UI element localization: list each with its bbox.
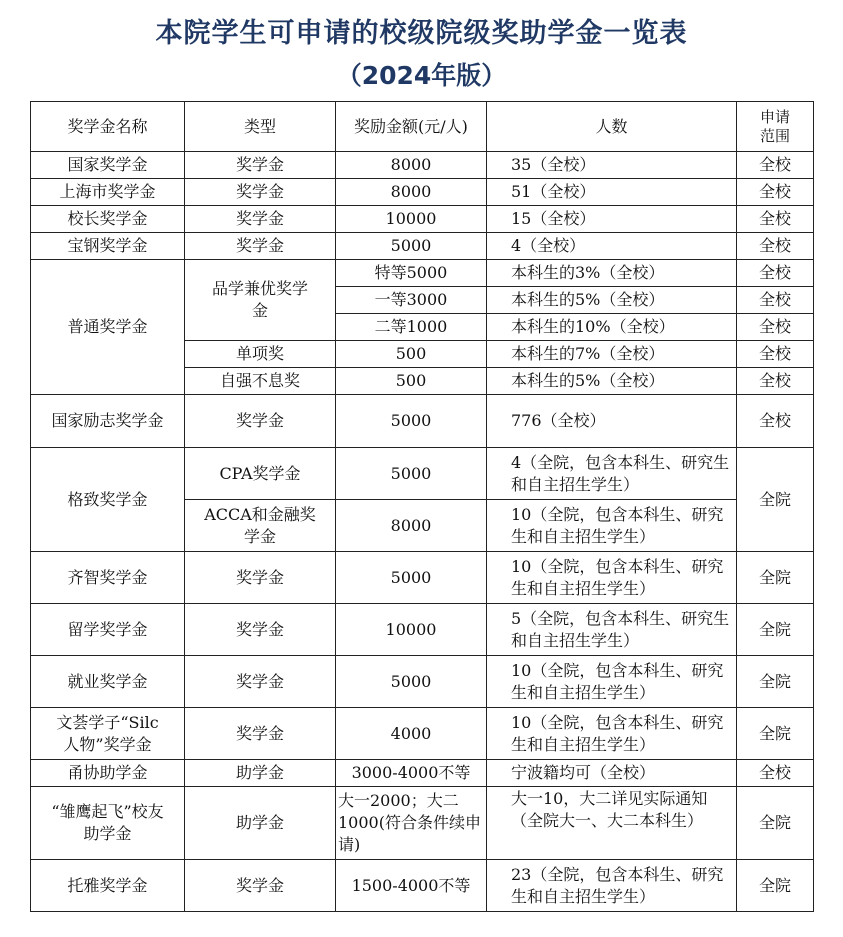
cell-amount: 1500-4000不等 xyxy=(336,860,487,912)
table-row xyxy=(31,708,814,760)
table-row xyxy=(31,787,814,860)
cell-scope: 全校 xyxy=(737,287,814,314)
table-row xyxy=(31,760,814,787)
cell-count: 本科生的5%（全校） xyxy=(487,287,737,314)
cell-type: 助学金 xyxy=(185,787,336,860)
cell-scope: 全校 xyxy=(737,760,814,787)
cell-type: ACCA和金融奖学金 xyxy=(185,500,336,552)
cell-type: 奖学金 xyxy=(185,860,336,912)
cell-name-gezhi: 格致奖学金 xyxy=(31,448,185,552)
cell-scope: 全院 xyxy=(737,787,814,860)
cell-type: 奖学金 xyxy=(185,152,336,179)
cell-scope: 全院 xyxy=(737,708,814,760)
cell-amount: 8000 xyxy=(336,152,487,179)
cell-name: 国家奖学金 xyxy=(31,152,185,179)
page-title: 本院学生可申请的校级院级奖助学金一览表 xyxy=(155,18,688,49)
cell-scope: 全校 xyxy=(737,368,814,395)
cell-amount: 3000-4000不等 xyxy=(336,760,487,787)
cell-amount: 10000 xyxy=(336,206,487,233)
cell-scope: 全校 xyxy=(737,206,814,233)
cell-amount: 10000 xyxy=(336,604,487,656)
cell-type: 自强不息奖 xyxy=(185,368,336,395)
cell-type: 奖学金 xyxy=(185,233,336,260)
cell-count: 本科生的5%（全校） xyxy=(487,368,737,395)
cell-count: 大一10，大二详见实际通知（全院大一、大二本科生） xyxy=(487,787,737,860)
cell-scope: 全院 xyxy=(737,552,814,604)
header-scope-line2: 范围 xyxy=(759,126,790,145)
cell-amount: 5000 xyxy=(336,656,487,708)
cell-scope: 全校 xyxy=(737,395,814,448)
cell-count: 35（全校） xyxy=(487,152,737,179)
table-row xyxy=(31,552,814,604)
cell-amount: 5000 xyxy=(336,448,487,500)
header-amount: 奖励金额(元/人) xyxy=(336,102,487,152)
cell-amount: 8000 xyxy=(336,500,487,552)
cell-count: 10（全院，包含本科生、研究生和自主招生学生） xyxy=(487,552,737,604)
cell-name: “雏鹰起飞”校友助学金 xyxy=(31,787,185,860)
cell-name: 齐智奖学金 xyxy=(31,552,185,604)
cell-scope: 全校 xyxy=(737,152,814,179)
cell-scope: 全院 xyxy=(737,604,814,656)
cell-name: 校长奖学金 xyxy=(31,206,185,233)
cell-type: 奖学金 xyxy=(185,656,336,708)
scholarship-table xyxy=(30,101,814,912)
header-scope xyxy=(737,102,814,152)
header-name: 奖学金名称 xyxy=(31,102,185,152)
table-row xyxy=(31,604,814,656)
cell-count: 10（全院，包含本科生、研究生和自主招生学生） xyxy=(487,656,737,708)
cell-amount: 5000 xyxy=(336,552,487,604)
table-row xyxy=(31,860,814,912)
cell-name: 留学奖学金 xyxy=(31,604,185,656)
cell-amount: 特等5000 xyxy=(336,260,487,287)
cell-name: 甬协助学金 xyxy=(31,760,185,787)
cell-name: 国家励志奖学金 xyxy=(31,395,185,448)
cell-amount: 4000 xyxy=(336,708,487,760)
table-row xyxy=(31,179,814,206)
table-row xyxy=(31,656,814,708)
header-type: 类型 xyxy=(185,102,336,152)
cell-amount: 5000 xyxy=(336,395,487,448)
cell-count: 10（全院，包含本科生、研究生和自主招生学生） xyxy=(487,708,737,760)
cell-count: 本科生的3%（全校） xyxy=(487,260,737,287)
cell-scope: 全院 xyxy=(737,656,814,708)
cell-type: 奖学金 xyxy=(185,708,336,760)
cell-type: 单项奖 xyxy=(185,341,336,368)
cell-count: 23（全院，包含本科生、研究生和自主招生学生） xyxy=(487,860,737,912)
cell-name: 文荟学子“Silc人物”奖学金 xyxy=(31,708,185,760)
cell-scope: 全院 xyxy=(737,860,814,912)
cell-count: 本科生的7%（全校） xyxy=(487,341,737,368)
cell-scope: 全校 xyxy=(737,233,814,260)
cell-type: 奖学金 xyxy=(185,552,336,604)
cell-type: 奖学金 xyxy=(185,604,336,656)
cell-count: 本科生的10%（全校） xyxy=(487,314,737,341)
cell-type: CPA奖学金 xyxy=(185,448,336,500)
cell-type: 奖学金 xyxy=(185,395,336,448)
cell-amount: 5000 xyxy=(336,233,487,260)
cell-scope: 全校 xyxy=(737,341,814,368)
cell-name: 托雅奖学金 xyxy=(31,860,185,912)
page-subtitle: （2024年版） xyxy=(336,61,507,90)
cell-count: 776（全校） xyxy=(487,395,737,448)
table-row xyxy=(31,395,814,448)
cell-name: 上海市奖学金 xyxy=(31,179,185,206)
cell-amount: 大一2000；大二1000(符合条件续申请) xyxy=(336,787,487,860)
table-row xyxy=(31,233,814,260)
cell-type-excellence: 品学兼优奖学金 xyxy=(185,260,336,341)
cell-scope: 全校 xyxy=(737,260,814,287)
cell-amount: 8000 xyxy=(336,179,487,206)
cell-scope-gezhi: 全院 xyxy=(737,448,814,552)
header-count: 人数 xyxy=(487,102,737,152)
header-scope-line1: 申请 xyxy=(759,107,790,126)
title-block xyxy=(0,14,843,96)
cell-name: 就业奖学金 xyxy=(31,656,185,708)
cell-scope: 全校 xyxy=(737,314,814,341)
cell-amount: 二等1000 xyxy=(336,314,487,341)
cell-type: 奖学金 xyxy=(185,179,336,206)
table-row xyxy=(31,152,814,179)
table-row xyxy=(31,448,814,500)
cell-count: 4（全校） xyxy=(487,233,737,260)
cell-type: 奖学金 xyxy=(185,206,336,233)
cell-scope: 全校 xyxy=(737,179,814,206)
table-row xyxy=(31,206,814,233)
cell-amount: 500 xyxy=(336,341,487,368)
cell-name: 宝钢奖学金 xyxy=(31,233,185,260)
cell-count: 15（全校） xyxy=(487,206,737,233)
cell-name-general: 普通奖学金 xyxy=(31,260,185,395)
cell-type: 助学金 xyxy=(185,760,336,787)
table-row xyxy=(31,260,814,287)
cell-count: 4（全院，包含本科生、研究生和自主招生学生） xyxy=(487,448,737,500)
table-header-row xyxy=(31,102,814,152)
cell-count: 10（全院，包含本科生、研究生和自主招生学生） xyxy=(487,500,737,552)
cell-amount: 一等3000 xyxy=(336,287,487,314)
cell-amount: 500 xyxy=(336,368,487,395)
cell-count: 宁波籍均可（全校） xyxy=(487,760,737,787)
cell-count: 5（全院，包含本科生、研究生和自主招生学生） xyxy=(487,604,737,656)
cell-count: 51（全校） xyxy=(487,179,737,206)
